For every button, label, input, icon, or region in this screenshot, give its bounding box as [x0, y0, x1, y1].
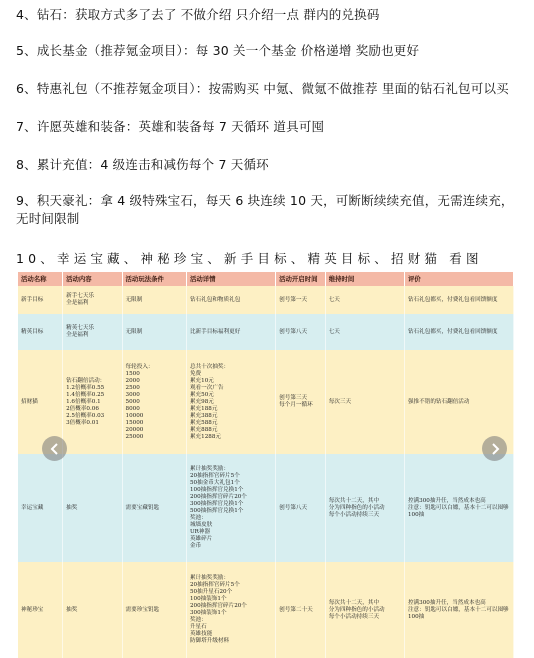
table-cell: 新手目标: [18, 286, 63, 314]
table-cell: 每次共十二天，其中 分为四种指色的小活动 每个小活动持续三天: [325, 454, 404, 562]
table-cell: 幸运宝藏: [18, 454, 63, 562]
chevron-right-glyph: [490, 443, 500, 455]
chevron-left-icon[interactable]: [42, 436, 67, 461]
table-cell: 控满300抽升任，当然成本也高 注意：钥匙可以白嫖，基本十二可以囤够100抽: [404, 454, 513, 562]
table-cell: 新手七天乐 全是福利: [63, 286, 122, 314]
table-row: [18, 454, 514, 562]
text-line-9: 9、积天豪礼：拿 4 级特殊宝石，每天 6 块连续 10 天，可断断续续充值，无需连续充，无时间限制: [16, 193, 514, 226]
table-row: [18, 350, 514, 454]
header-activity-start: 活动开启时间: [276, 272, 326, 286]
table-cell: 每轮投入： 1500 2000 2500 3000 5000 8000 10000 15000 20000 25000: [122, 350, 186, 454]
header-activity-condition: 活动玩法条件: [122, 272, 186, 286]
table-row: [18, 562, 514, 658]
table-cell: 需要宝藏钥匙: [122, 454, 186, 562]
text-line-7: 7、许愿英雄和装备：英雄和装备每 7 天循环 道具可囤: [16, 119, 325, 134]
table-cell: 创号第八天: [276, 454, 326, 562]
header-activity-details: 活动详情: [186, 272, 275, 286]
table-cell: 精英目标: [18, 314, 63, 350]
header-activity-content: 活动内容: [63, 272, 122, 286]
table-cell: 累计抽奖奖励： 20抽指挥官碎片5个 50抽升星石20个 100抽装饰1个 200抽指挥官碎片20个 300抽装饰1个 奖池： 升星石 英雄技能 防御塔升级材料: [186, 562, 275, 658]
table-cell: 钻石礼包都买，付费礼包看回馈额度: [404, 286, 513, 314]
table-cell: 控满300抽升任，当然成本也高 注意：钥匙可以白嫖，基本十二可以囤够100抽: [404, 562, 513, 658]
table-cell: 创号第一天: [276, 286, 326, 314]
table-row: [18, 314, 514, 350]
table-cell: 七天: [325, 314, 404, 350]
activity-table: [18, 272, 514, 658]
text-line-10: 10、幸运宝藏、神秘珍宝、新手目标、精英目标、招财猫 看图: [16, 251, 483, 266]
table-cell: 神秘珍宝: [18, 562, 63, 658]
table-cell: 每次共十二天，其中 分为四种指色的小活动 每个小活动持续三天: [325, 562, 404, 658]
table-cell: 创号第二十天: [276, 562, 326, 658]
table-cell: 抽奖: [63, 454, 122, 562]
header-activity-duration: 维持时间: [325, 272, 404, 286]
table-cell: 每次三天: [325, 350, 404, 454]
table-header-row: [18, 272, 514, 286]
table-cell: 无限制: [122, 314, 186, 350]
header-activity-review: 评价: [404, 272, 513, 286]
table-cell: 钻石礼包都买，付费礼包看回馈额度: [404, 314, 513, 350]
table-cell: 强推不错的钻石翻倍活动: [404, 350, 513, 454]
text-line-6: 6、特惠礼包（不推荐氪金项目）：按需购买 中氪、微氪不做推荐 里面的钻石礼包可以买: [16, 81, 509, 96]
table-cell: 钻石礼包和物质礼包: [186, 286, 275, 314]
table-cell: 招财猫: [18, 350, 63, 454]
table-cell: 七天: [325, 286, 404, 314]
table-row: [18, 286, 514, 314]
table-cell: 钻石翻倍活动： 1.2倍概率0.55 1.4倍概率0.25 1.6倍概率0.1 2倍概率0.06 2.5倍概率0.03 3倍概率0.01: [63, 350, 122, 454]
table-cell: 累计抽奖奖励： 20抽指挥官碎片5个 50抽金币大礼包1个 100抽指挥官兑换1个 200抽指挥官碎片20个 300抽指挥官兑换1个 500抽指挥官兑换1个 奖池： 城墙皮肤 UR神器 英雄碎片 金币: [186, 454, 275, 562]
text-line-8: 8、累计充值：4 级连击和减伤每个 7 天循环: [16, 157, 269, 172]
table-cell: 创号第三天 每个月一循环: [276, 350, 326, 454]
table-cell: 需要珍宝钥匙: [122, 562, 186, 658]
table-cell: 总共十次抽奖： 免费 累充10元 观看一次广告 累充50元 累充98元 累充188元 累充388元 累充588元 累充888元 累充1288元: [186, 350, 275, 454]
table-cell: 无限制: [122, 286, 186, 314]
table-cell: 抽奖: [63, 562, 122, 658]
table-cell: 精英七天乐 全是福利: [63, 314, 122, 350]
text-line-4: 4、钻石：获取方式多了去了 不做介绍 只介绍一点 群内的兑换码: [16, 7, 380, 22]
header-activity-name: 活动名称: [18, 272, 63, 286]
text-line-5: 5、成长基金（推荐氪金项目）：每 30 关一个基金 价格递增 奖励也更好: [16, 43, 420, 58]
chevron-right-icon[interactable]: [482, 436, 507, 461]
table-cell: 比新手目标福利更好: [186, 314, 275, 350]
activity-table-image: [18, 272, 514, 644]
table-cell: 创号第八天: [276, 314, 326, 350]
chevron-left-glyph: [50, 443, 60, 455]
